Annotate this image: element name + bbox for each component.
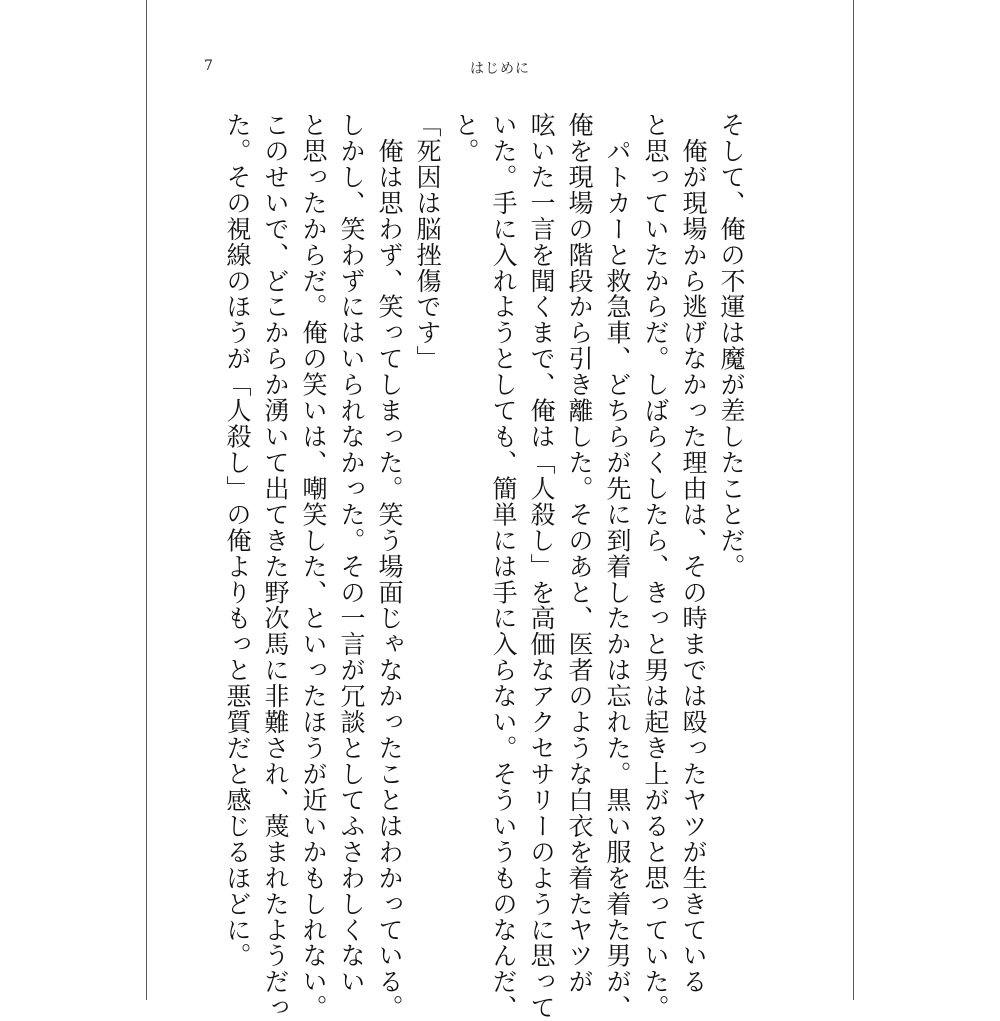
running-header: はじめに (470, 61, 530, 77)
vertical-body-text (218, 112, 750, 1021)
text-column: と。 (451, 112, 480, 164)
page-left-edge (146, 0, 147, 1000)
page-right-edge (853, 0, 854, 1000)
text-column: 呟いた一言を聞くまで、俺は「人殺し」を高価なアクセサリーのように思って (527, 112, 556, 1021)
text-column: と思っていたからだ。しばらくしたら、きっと男は起き上がると思っていた。 (641, 112, 670, 1021)
text-column: と思ったからだ。俺の笑いは、嘲笑した、といったほうが近いかもしれない。 (299, 112, 328, 1021)
text-column: いた。手に入れようとしても、簡単には手に入らない。そういうものなんだ、 (489, 112, 518, 1021)
text-column: しかし、笑わずにはいられなかった。その一言が冗談としてふさわしくない (337, 112, 366, 995)
text-column: 俺が現場から逃げなかった理由は、その時までは殴ったヤツが生きている (679, 112, 708, 995)
text-column: そして、俺の不運は魔が差したことだ。 (717, 112, 746, 580)
text-column: 俺は思わず、笑ってしまった。笑う場面じゃなかったことはわかっている。 (375, 112, 404, 1021)
text-column: た。その視線のほうが「人殺し」の俺よりもっと悪質だと感じるほどに。 (223, 112, 252, 969)
text-column: このせいで、どこからか湧いて出てきた野次馬に非難され、蔑まれたようだっ (261, 112, 290, 1021)
text-column: 「死因は脳挫傷です」 (413, 112, 442, 372)
page-number: 7 (204, 58, 213, 74)
text-column: パトカーと救急車、どちらが先に到着したかは忘れた。黒い服を着た男が、 (603, 112, 632, 1021)
text-column: 俺を現場の階段から引き離した。そのあと、医者のような白衣を着たヤツが (565, 112, 594, 995)
